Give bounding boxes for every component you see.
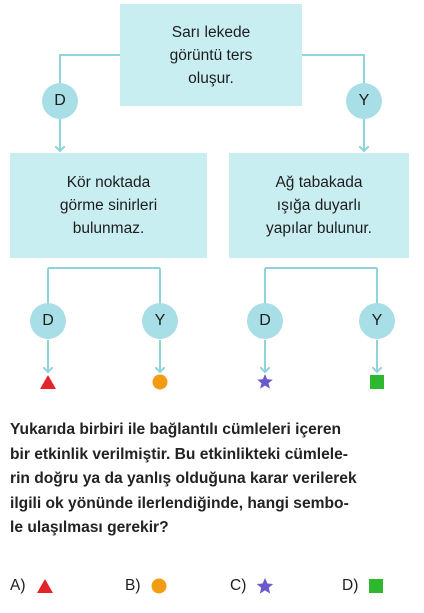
- statement-box-right: [229, 153, 409, 258]
- answer-circle-true: D: [42, 83, 78, 119]
- statement-box-left: [10, 153, 207, 258]
- answer-circle-false: Y: [346, 83, 382, 119]
- answer-circle-true: D: [30, 303, 66, 339]
- triangle-icon: [36, 578, 54, 594]
- option-label: C): [230, 577, 247, 594]
- statement-line: bulunmaz.: [72, 220, 145, 237]
- statement-line: Sarı lekede: [171, 23, 251, 41]
- statement-box-top: [120, 4, 302, 106]
- statement-line: Kör noktada: [66, 174, 151, 191]
- question-line: ilgili ok yönünde ilerlendiğinde, hangi sembo-: [10, 494, 349, 512]
- square-icon: [370, 375, 384, 389]
- option-d[interactable]: [342, 577, 384, 595]
- star-icon: [256, 577, 274, 595]
- statement-line: oluşur.: [188, 69, 234, 87]
- statement-line: görüntü ters: [169, 46, 253, 64]
- option-label: B): [125, 577, 141, 594]
- question-line: rin doğru ya da yanlış olduğuna karar verilerek: [10, 470, 357, 488]
- answer-circle-false: Y: [142, 303, 178, 339]
- connector-top-right: [302, 55, 364, 83]
- circle-icon: [151, 578, 167, 594]
- statement-line: ışığa duyarlı: [276, 197, 362, 214]
- question-text: [10, 418, 414, 541]
- option-c[interactable]: [230, 577, 274, 595]
- square-icon: [368, 578, 384, 594]
- option-a[interactable]: [10, 577, 54, 595]
- question-line: Yukarıda birbiri ile bağlantılı cümleleri içeren: [10, 421, 342, 438]
- answer-options: [10, 577, 414, 601]
- answer-circle-true: D: [247, 303, 283, 339]
- connector-top-left: [60, 55, 120, 83]
- question-line: bir etkinlik verilmiştir. Bu etkinlikteki cümlele-: [10, 445, 348, 463]
- statement-line: yapılar bulunur.: [266, 220, 372, 237]
- option-label: A): [10, 577, 26, 594]
- star-icon: [257, 374, 273, 389]
- statement-line: görme sinirleri: [59, 197, 158, 214]
- circle-icon: [153, 375, 168, 390]
- triangle-icon: [40, 375, 56, 389]
- answer-circle-false: Y: [359, 303, 395, 339]
- statement-line: Ağ tabakada: [275, 174, 363, 191]
- option-label: D): [342, 577, 359, 594]
- option-b[interactable]: [125, 577, 167, 595]
- question-line: le ulaşılması gerekir?: [10, 519, 169, 537]
